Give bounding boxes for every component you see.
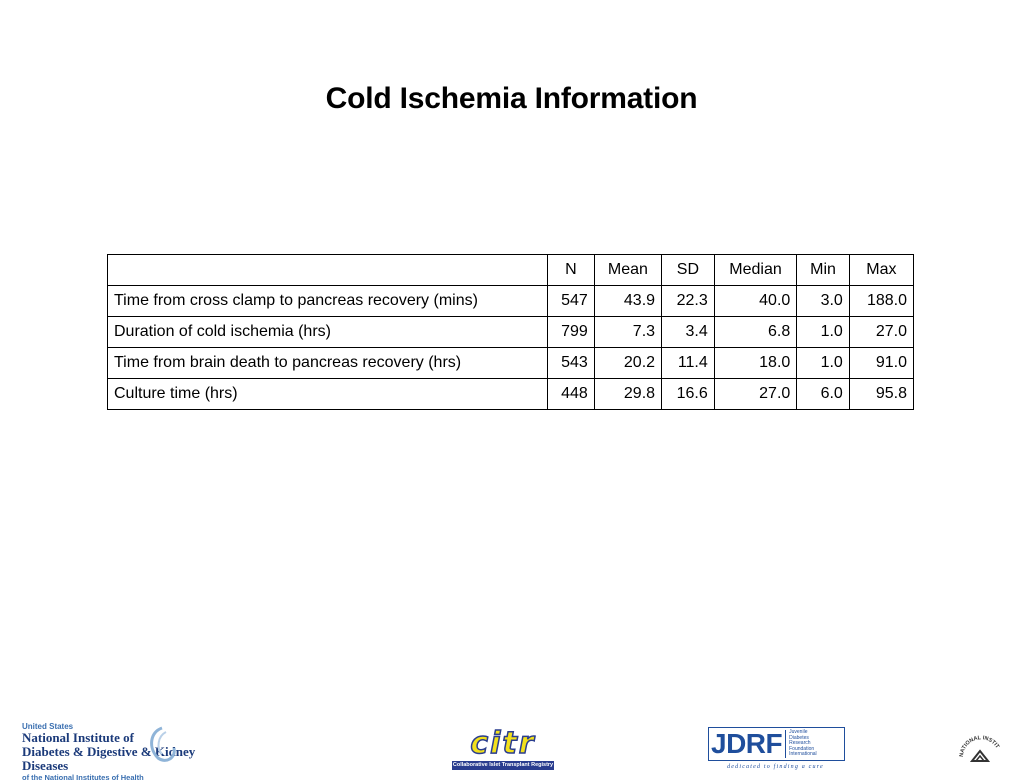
- cell-sd: 22.3: [662, 286, 715, 317]
- niddk-name-line2: Diabetes & Digestive & Kidney Diseases: [22, 744, 196, 773]
- cell-mean: 29.8: [594, 379, 661, 410]
- cell-median: 40.0: [714, 286, 797, 317]
- header-median: Median: [714, 255, 797, 286]
- jdrf-sub-line: Research: [789, 740, 811, 747]
- niddk-parent: of the National Institutes of Health: [22, 773, 144, 782]
- header-max: Max: [849, 255, 913, 286]
- table-row: [108, 348, 914, 379]
- row-label: Time from cross clamp to pancreas recovery (mins): [108, 286, 548, 317]
- header-label-blank: [108, 255, 548, 286]
- cell-median: 6.8: [714, 317, 797, 348]
- cell-sd: 16.6: [662, 379, 715, 410]
- jdrf-subtitle: [785, 730, 817, 758]
- header-n: N: [548, 255, 595, 286]
- cell-n: 543: [548, 348, 595, 379]
- cell-median: 18.0: [714, 348, 797, 379]
- cell-mean: 43.9: [594, 286, 661, 317]
- table-header-row: [108, 255, 914, 286]
- cell-min: 1.0: [797, 317, 850, 348]
- row-label: Time from brain death to pancreas recovery (hrs): [108, 348, 548, 379]
- cell-sd: 11.4: [662, 348, 715, 379]
- header-sd: SD: [662, 255, 715, 286]
- jdrf-sub-line: International: [789, 751, 817, 758]
- cell-n: 799: [548, 317, 595, 348]
- row-label: Culture time (hrs): [108, 379, 548, 410]
- citr-wordmark: citr: [470, 726, 536, 761]
- cell-mean: 20.2: [594, 348, 661, 379]
- cell-min: 1.0: [797, 348, 850, 379]
- cell-n: 448: [548, 379, 595, 410]
- citr-logo: [452, 726, 554, 773]
- cell-max: 91.0: [849, 348, 913, 379]
- jdrf-logo: [708, 727, 848, 773]
- cell-max: 27.0: [849, 317, 913, 348]
- cell-median: 27.0: [714, 379, 797, 410]
- page-title: Cold Ischemia Information: [325, 82, 698, 115]
- cell-sd: 3.4: [662, 317, 715, 348]
- niddk-name-line1: National Institute of: [22, 730, 134, 745]
- jdrf-box: [708, 727, 845, 761]
- cell-max: 95.8: [849, 379, 913, 410]
- citr-caption: Collaborative Islet Transplant Registry: [452, 762, 554, 768]
- cell-min: 3.0: [797, 286, 850, 317]
- cell-n: 547: [548, 286, 595, 317]
- jdrf-sub-line: Foundation: [789, 745, 815, 752]
- table-row: [108, 317, 914, 348]
- niddk-logo: [22, 722, 242, 782]
- table-row: [108, 286, 914, 317]
- cell-max: 188.0: [849, 286, 913, 317]
- header-min: Min: [797, 255, 850, 286]
- cell-mean: 7.3: [594, 317, 661, 348]
- nih-seal: [955, 727, 1005, 777]
- niddk-swirl-icon: [140, 724, 184, 768]
- cell-min: 6.0: [797, 379, 850, 410]
- table-row: [108, 379, 914, 410]
- nih-seal-icon: [955, 727, 1005, 777]
- header-mean: Mean: [594, 255, 661, 286]
- cold-ischemia-table: [107, 254, 914, 410]
- jdrf-sub-line: Diabetes: [789, 734, 809, 741]
- jdrf-tagline: dedicated to finding a cure: [727, 764, 824, 770]
- nih-seal-text: NATIONAL INSTIT: [958, 735, 1001, 758]
- jdrf-wordmark: JDRF: [711, 728, 783, 759]
- niddk-country: United States: [22, 722, 74, 731]
- jdrf-sub-line: Juvenile: [789, 729, 808, 736]
- row-label: Duration of cold ischemia (hrs): [108, 317, 548, 348]
